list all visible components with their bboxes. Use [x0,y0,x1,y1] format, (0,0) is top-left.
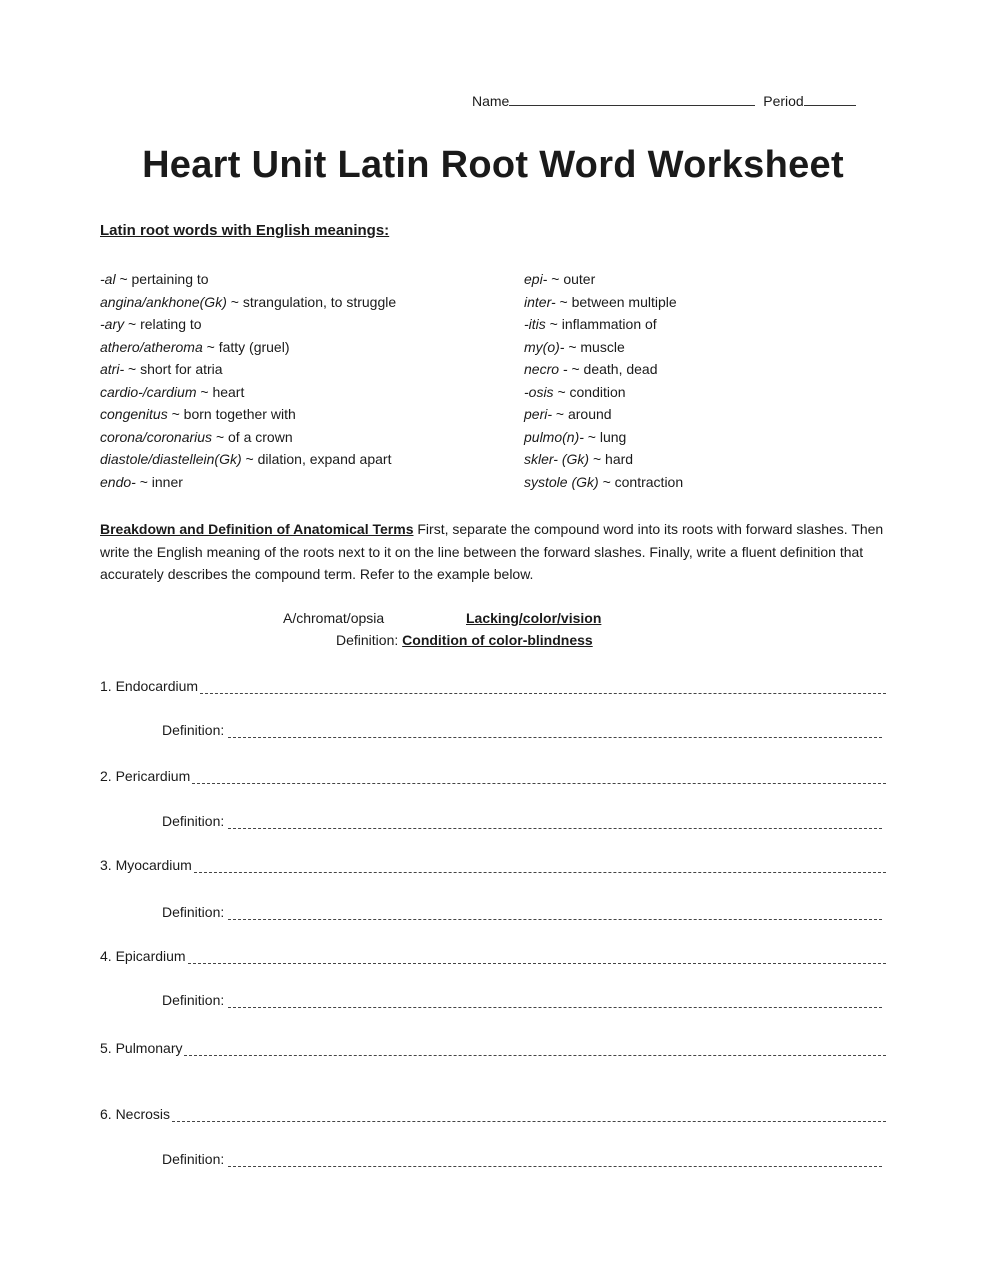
question-4 [100,948,886,964]
answer-line[interactable] [172,1107,886,1122]
root-item: skler- (Gk) ~ hard [524,451,634,467]
answer-line[interactable] [184,1041,886,1056]
instructions-heading: Breakdown and Definition of Anatomical Terms [100,521,414,537]
root-item: congenitus ~ born together with [100,406,296,422]
root-item: -ary ~ relating to [100,316,202,332]
example-word: A/chromat/opsia [283,610,385,626]
question-label: 3. Myocardium [100,857,192,873]
question-label: 2. Pericardium [100,768,191,784]
page-title: Heart Unit Latin Root Word Worksheet [142,144,844,186]
answer-line[interactable] [194,858,886,873]
name-blank[interactable] [509,93,755,106]
root-item: athero/atheroma ~ fatty (gruel) [100,338,290,355]
definition-4 [162,992,882,1008]
name-period-line [472,93,856,109]
roots-list-right [524,268,904,493]
definition-line[interactable] [228,905,882,920]
root-item: diastole/diastellein(Gk) ~ dilation, expand apart [100,451,392,467]
period-label: Period [763,93,804,109]
definition-3 [162,904,882,920]
definition-2 [162,813,882,829]
question-label: 4. Epicardium [100,948,186,964]
question-1 [100,678,886,694]
root-item: epi- ~ outer [524,271,596,287]
question-label: 1. Endocardium [100,678,199,694]
question-label: 5. Pulmonary [100,1040,183,1056]
example-meaning: Lacking/color/vision [466,610,602,626]
root-item: inter- ~ between multiple [524,293,677,310]
root-item: -al ~ pertaining to [100,271,209,287]
roots-heading: Latin root words with English meanings: [100,222,390,239]
example-definition-label: Definition: [336,632,399,648]
root-item: peri- ~ around [524,406,612,422]
question-3 [100,857,886,873]
root-item: atri- ~ short for atria [100,361,223,377]
definition-line[interactable] [228,1152,882,1167]
question-2 [100,768,886,784]
definition-6 [162,1151,882,1167]
period-blank[interactable] [804,93,856,106]
definition-line[interactable] [228,814,882,829]
definition-label: Definition: [162,904,225,920]
root-item: angina/ankhone(Gk) ~ strangulation, to struggle [100,293,397,310]
definition-label: Definition: [162,813,225,829]
root-item: cardio-/cardium ~ heart [100,383,245,400]
example-definition [336,632,593,648]
definition-label: Definition: [162,722,225,738]
answer-line[interactable] [192,769,886,784]
example-definition-value: Condition of color-blindness [402,632,593,648]
answer-line[interactable] [200,679,886,694]
root-item: -osis ~ condition [524,383,626,400]
instructions-paragraph [100,518,890,586]
definition-label: Definition: [162,1151,225,1167]
question-5 [100,1040,886,1056]
definition-label: Definition: [162,992,225,1008]
name-label: Name [472,93,510,109]
root-item: endo- ~ inner [100,473,183,490]
definition-1 [162,722,882,738]
root-item: my(o)- ~ muscle [524,338,625,355]
definition-line[interactable] [228,993,882,1008]
root-item: -itis ~ inflammation of [524,316,657,332]
question-label: 6. Necrosis [100,1106,171,1122]
question-6 [100,1106,886,1122]
roots-list-left [100,268,510,493]
root-item: necro - ~ death, dead [524,361,658,377]
definition-line[interactable] [228,723,882,738]
root-item: pulmo(n)- ~ lung [524,428,627,445]
instructions-body: First, separate the compound word into its roots with forward slashes. Then write the English meaning of the roots next to it on the line between the forward slashes. Finally, write a fluent definition that accurately describes the compound term. Refer to the example below. [100,521,884,582]
answer-line[interactable] [188,949,886,964]
root-item: corona/coronarius ~ of a crown [100,428,293,445]
root-item: systole (Gk) ~ contraction [524,473,684,490]
